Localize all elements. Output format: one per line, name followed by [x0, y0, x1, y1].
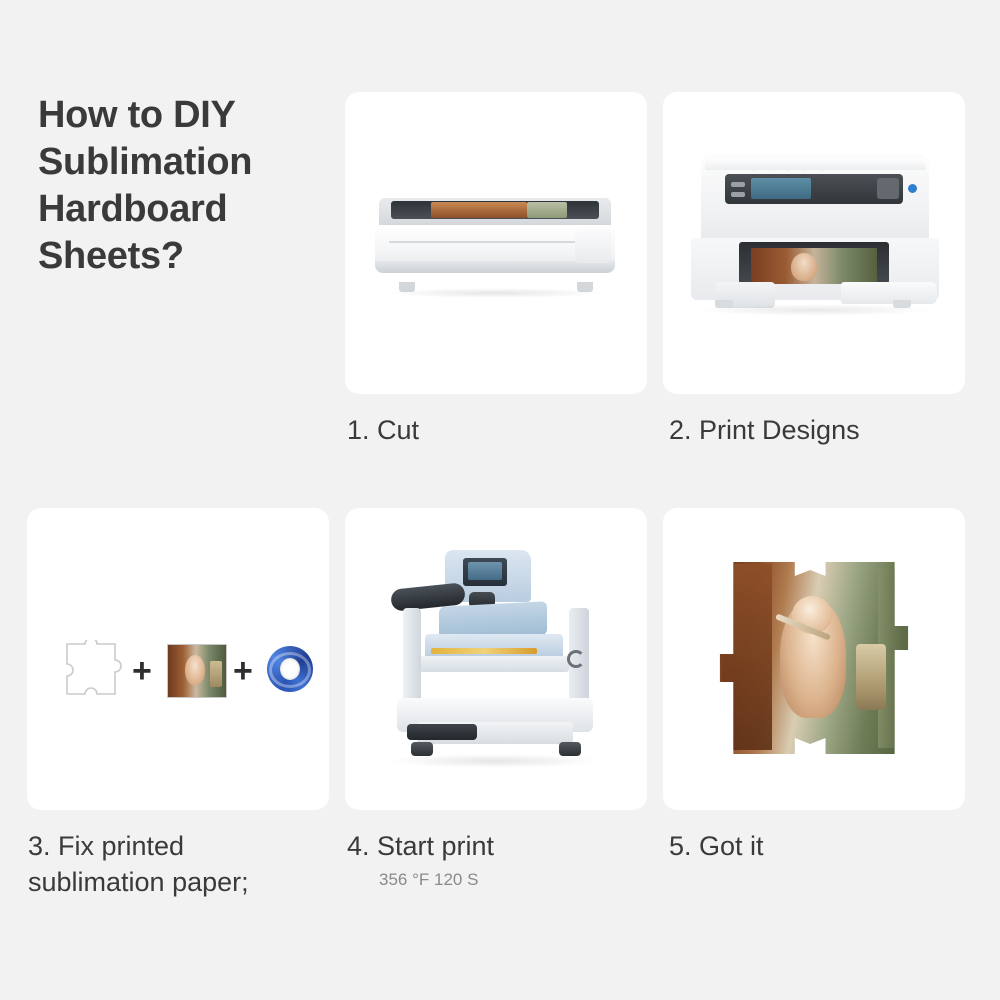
finished-puzzle-icon [718, 558, 910, 758]
step-card-fix [27, 508, 329, 810]
printer-button-b [731, 192, 745, 197]
cutter-media-sheet [431, 202, 527, 218]
printer-display-screen [751, 178, 811, 199]
caption-step-3: 3. Fix printed sublimation paper; [28, 831, 249, 897]
cutting-plotter-icon [375, 197, 617, 292]
printed-photo [751, 248, 877, 284]
heat-resistant-tape-icon [267, 646, 313, 694]
press-lower-platen [419, 656, 569, 672]
cutter-tray-line [389, 241, 575, 243]
printer-power-indicator [908, 184, 917, 193]
blank-puzzle-piece-icon [63, 640, 127, 702]
caption-step-4: 4. Start print [347, 831, 495, 861]
printed-photo-subject [791, 253, 817, 281]
cutter-media-sheet-secondary [527, 202, 567, 218]
step-card-result [663, 508, 965, 810]
printer-keypad [877, 178, 899, 199]
step-card-press [345, 508, 647, 810]
caption-step-5: 5. Got it [669, 831, 764, 861]
finished-puzzle-artwork [718, 558, 910, 758]
printer-output-slot [739, 242, 889, 284]
printer-button-a [731, 182, 745, 187]
caption-step-1: 1. Cut [347, 415, 420, 445]
photo-jar-detail [210, 661, 222, 687]
printer-tick-marks: · · · · · [753, 168, 830, 174]
tape-roll-core [280, 658, 300, 680]
printer-ground-shadow [697, 304, 933, 316]
press-brand-logo-icon [567, 650, 585, 668]
sublimation-printer-icon [691, 154, 939, 334]
cutter-ground-shadow [385, 288, 605, 298]
artwork-left-panel [722, 564, 772, 750]
press-pedal [407, 724, 477, 740]
plus-operator-1: + [132, 652, 152, 690]
step-card-print [663, 92, 965, 394]
press-ground-shadow [389, 754, 601, 768]
press-controller-display [468, 562, 502, 580]
press-settings-text: 356 °F 120 S [379, 870, 479, 889]
printed-sublimation-paper [167, 644, 227, 698]
photo-subject [185, 655, 205, 685]
artwork-bottle [856, 644, 886, 710]
cutter-side-panel [575, 229, 611, 263]
materials-combination-icon [45, 626, 313, 716]
page-title: How to DIY Sublimation Hardboard Sheets? [38, 94, 253, 277]
step-card-cut [345, 92, 647, 394]
press-post-left [403, 608, 421, 704]
heat-press-icon [385, 550, 605, 774]
press-heating-strip [431, 648, 537, 654]
caption-step-2: 2. Print Designs [669, 415, 860, 445]
printer-paper-tray [841, 282, 937, 304]
plus-operator-2: + [233, 652, 253, 690]
